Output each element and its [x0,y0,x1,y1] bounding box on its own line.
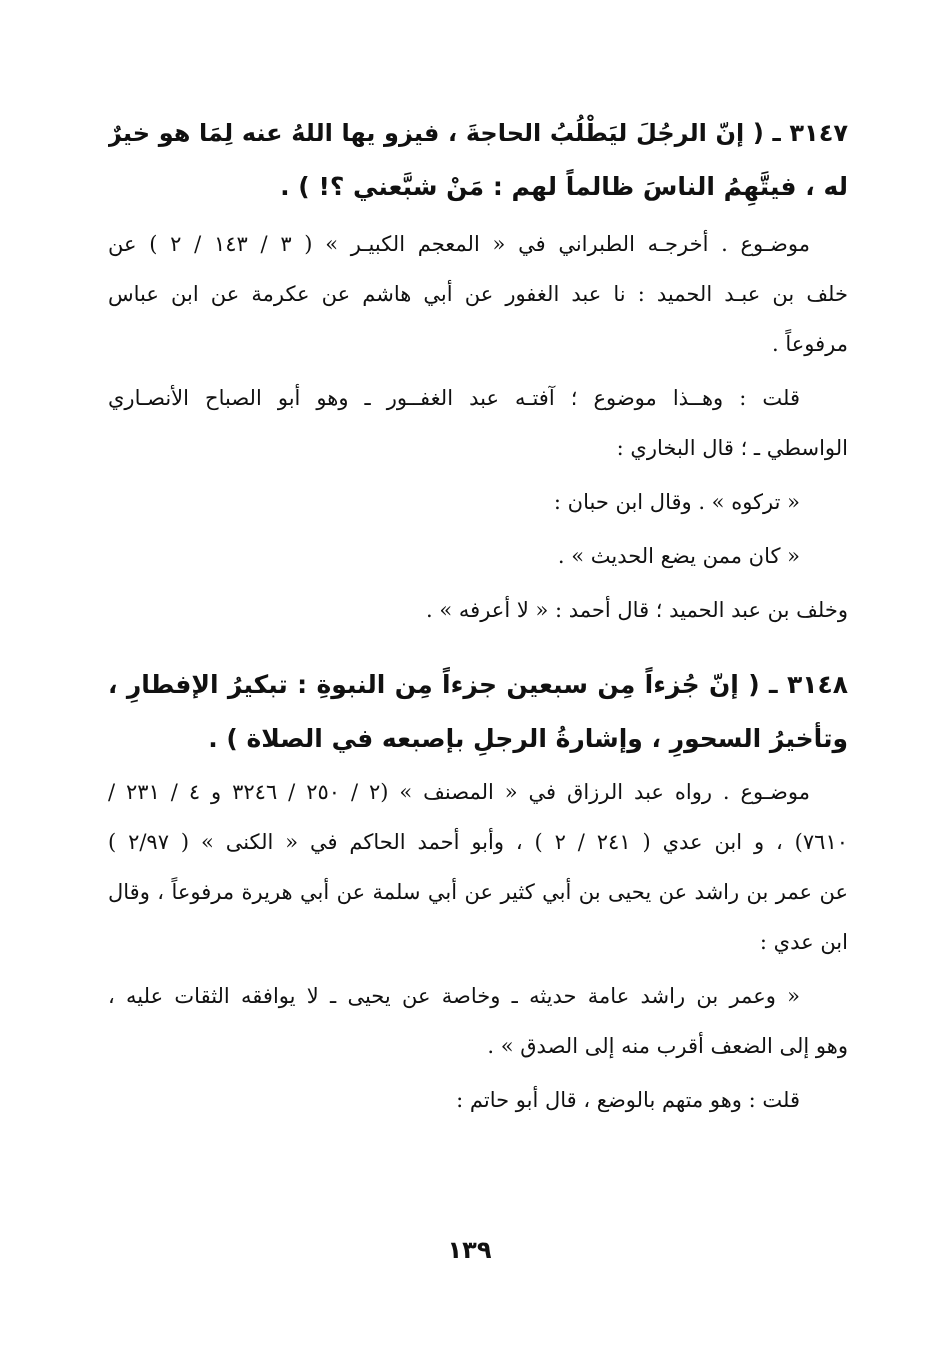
hadith-entry [108,112,848,628]
heading-line: ٣١٤٨ ـ ( إنّ جُزءاً مِن سبعين جزءاً مِن النبوةِ : تبكيرُ الإفطارِ ، [108,670,848,699]
page-number: ١٣٩ [447,1236,492,1264]
hadith-heading [108,664,848,760]
paragraph [108,380,848,466]
text-line: وخلف بن عبد الحميد ؛ قال أحمد : « لا أعرفه » . [426,598,848,622]
text-line: « كان ممن يضع الحديث » . [557,544,800,568]
text-line: الواسطي ـ ؛ قال البخاري : [616,436,848,460]
page-body [108,112,848,1118]
text-line: موضـوع . رواه عبد الرزاق في « المصنف » (٢ / ٢٥٠ / ٣٢٤٦ و ٤ / ٢٣١ / [108,780,810,804]
text-line: قلت : وهو متهم بالوضع ، قال أبو حاتم : [456,1088,800,1112]
heading-line: وتأخيرُ السحورِ ، وإشارةُ الرجلِ بإصبعه في الصلاة ) . [208,724,848,753]
hadith-entry [108,664,848,1118]
hadith-heading [108,112,848,208]
text-line: « تركوه » . وقال ابن حبان : [553,490,800,514]
text-line: ٧٦١٠) ، و ابن عدي ( ٢٤١ / ٢ ) ، وأبو أحمد الحاكم في « الكنى » ( ٢/٩٧ ) [108,830,848,854]
paragraph [108,1082,848,1118]
text-line: ابن عدي : [759,930,848,954]
heading-line: له ، فيتَّهِمُ الناسَ ظالماً لهم : مَنْ شبَّعني ؟! ) . [280,172,848,201]
paragraph [108,226,848,362]
text-line: موضـوع . أخرجـه الطبراني في « المعجم الكبيـر » ( ٣ / ١٤٣ / ٢ ) عن [108,232,810,256]
text-line: قلت : وهــذا موضوع ؛ آفتـه عبد الغفــور ـ وهو أبو الصباح الأنصـاري [108,386,800,410]
heading-line: ٣١٤٧ ـ ( إنّ الرجُلَ ليَطْلُبُ الحاجةَ ، فيزو يها اللهُ عنه لِمَا هو خيرٌ [108,119,848,147]
text-line: مرفوعاً . [771,332,848,356]
paragraph [108,978,848,1064]
text-line: عن عمر بن راشد عن يحيى بن أبي كثير عن أبي سلمة عن أبي هريرة مرفوعاً ، وقال [108,880,848,904]
paragraph [108,592,848,628]
text-line: « وعمر بن راشد عامة حديثه ـ وخاصة عن يحيى ـ لا يوافقه الثقات عليه ، [108,984,800,1008]
text-line: خلف بن عبـد الحميد : نا عبد الغفور عن أبي هاشم عن عكرمة عن ابن عباس [108,282,848,306]
paragraph [108,774,848,960]
text-line: وهو إلى الضعف أقرب منه إلى الصدق » . [487,1034,848,1058]
paragraph [108,484,848,520]
paragraph [108,538,848,574]
